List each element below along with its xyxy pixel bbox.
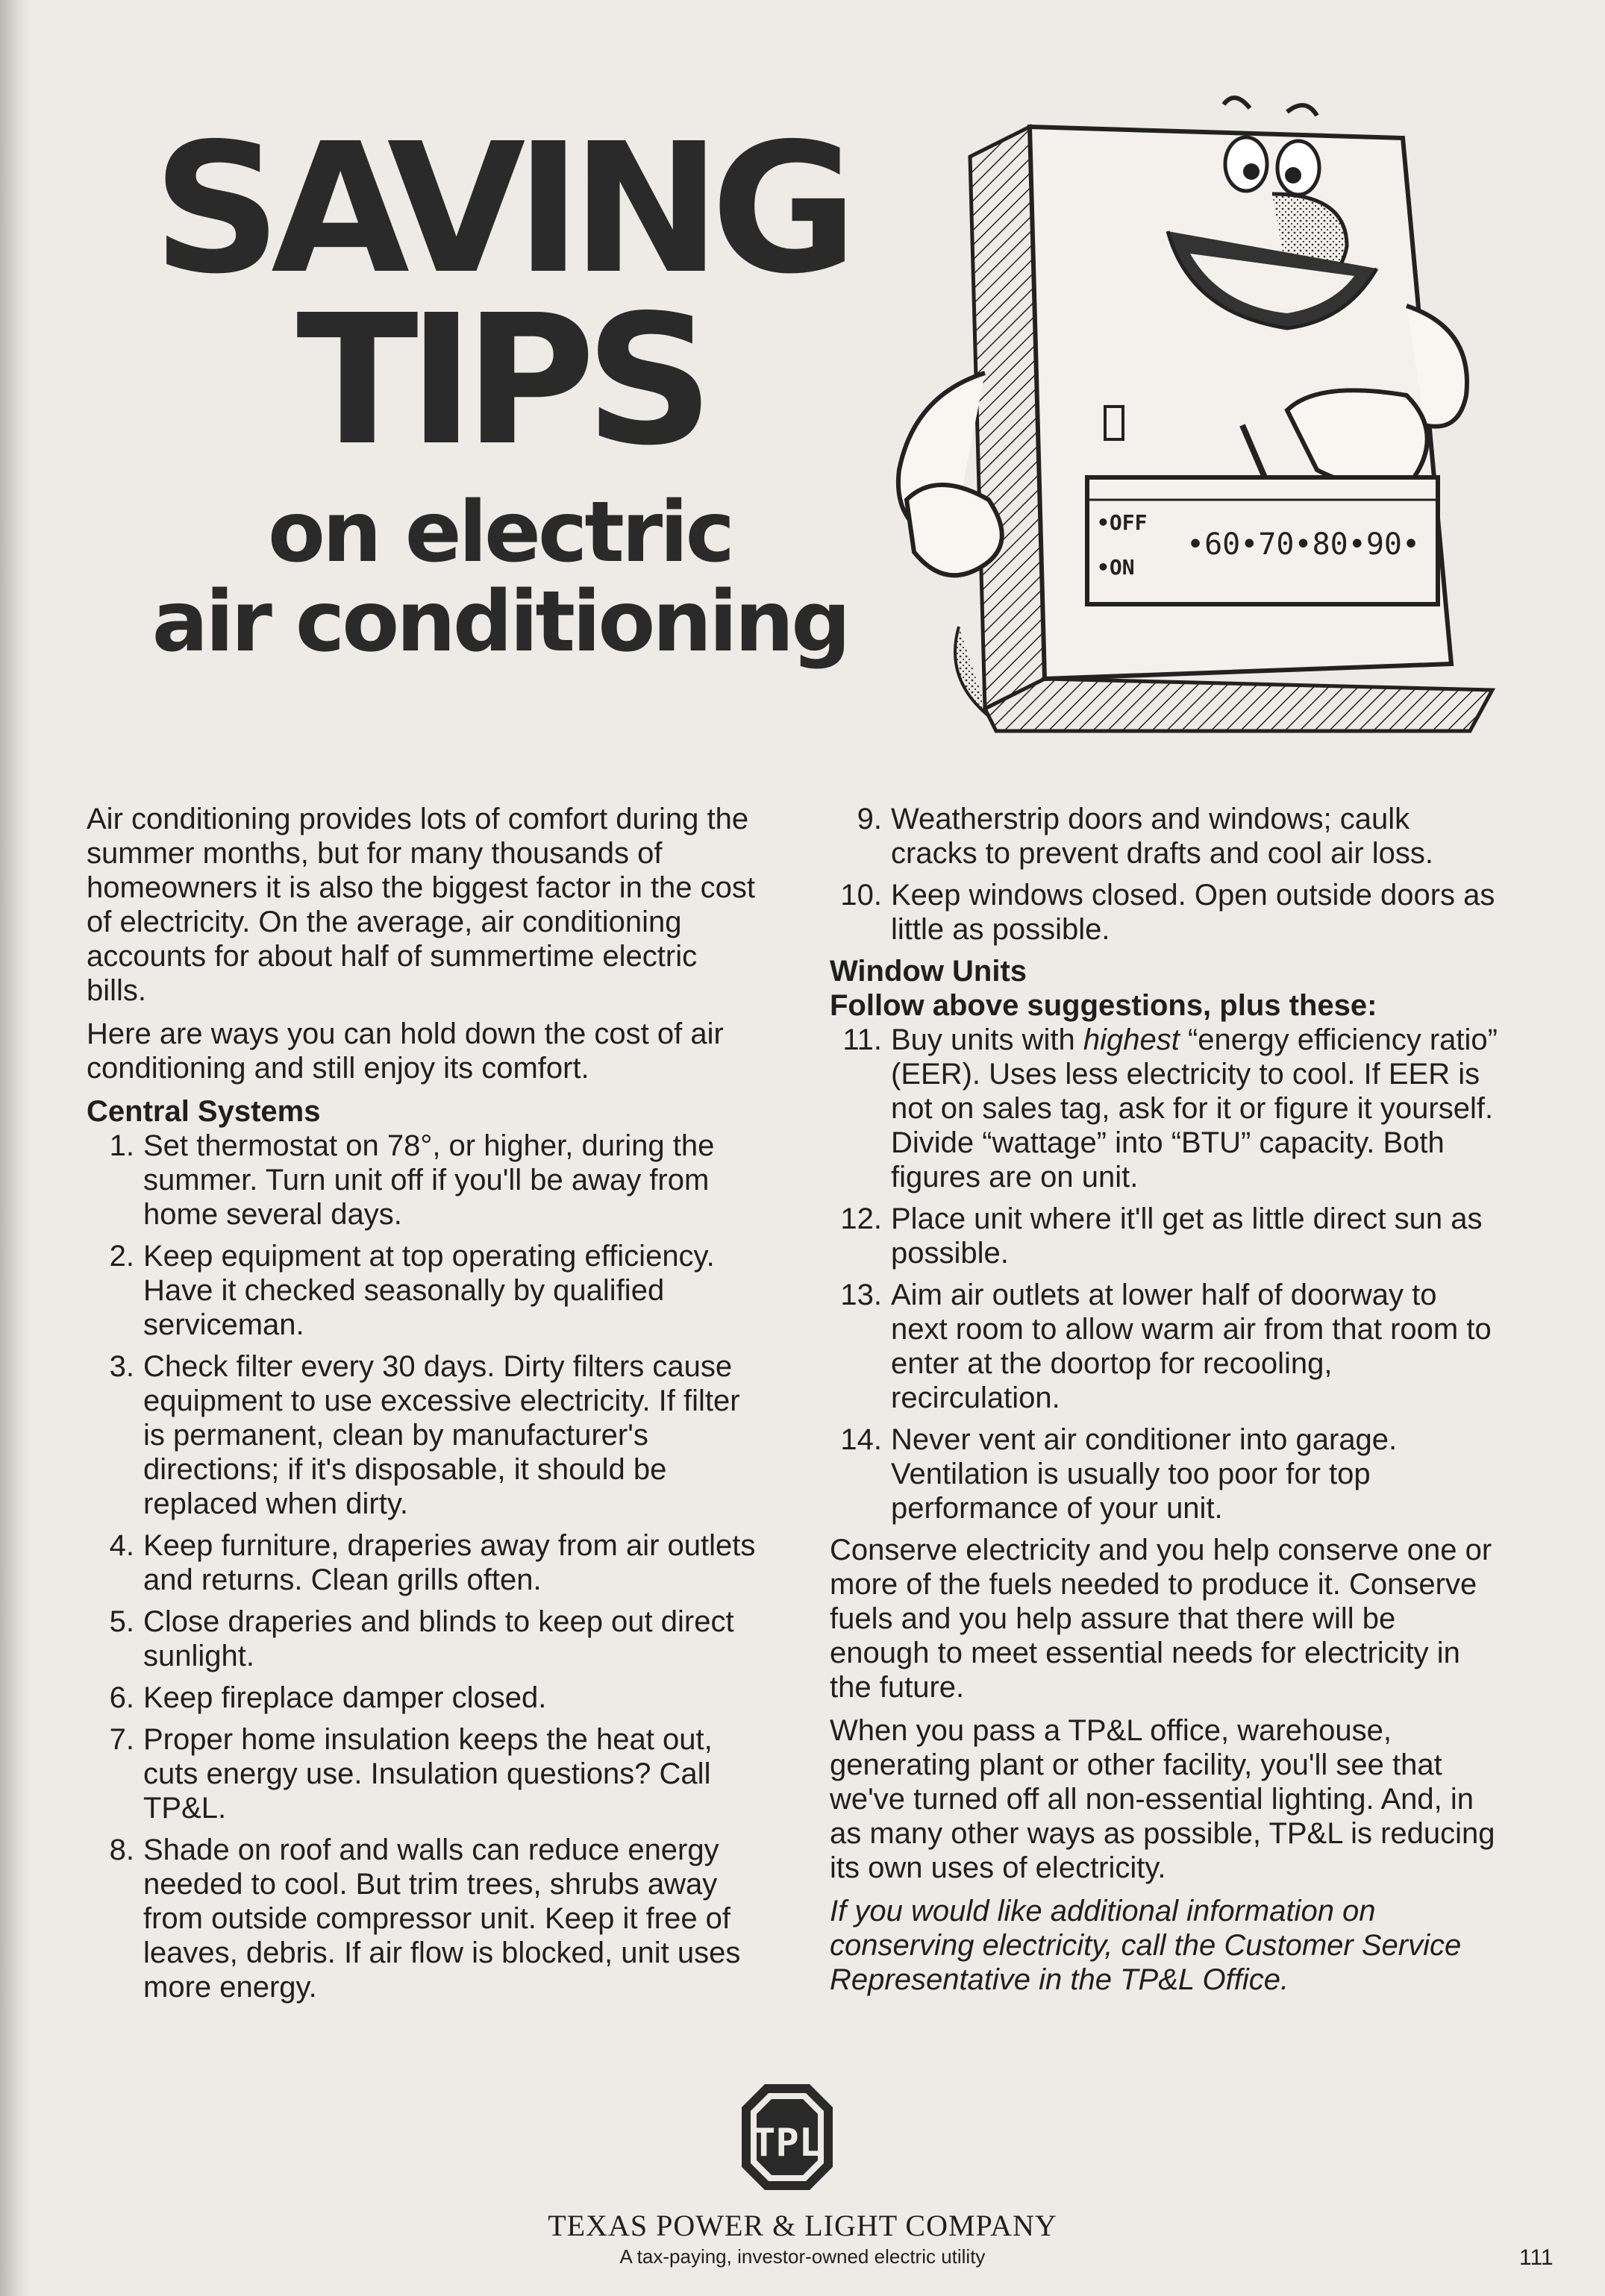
tip-number: 5. (109, 1605, 134, 1638)
tip-item (87, 1239, 758, 1342)
closing-paragraph: If you would like additional information on conserving electricity, call the Customer Service Representative in the TP&L Office. (830, 1895, 1462, 1996)
right-column (830, 802, 1501, 2006)
left-column (87, 802, 758, 2012)
intro-paragraph: Air conditioning provides lots of comfort during the summer months, but for many thousands of homeowners it is also the biggest factor in the cost of electricity. On the average, air conditioning accounts for about half of summertime electric bills. (87, 803, 756, 1007)
tip-text: Keep windows closed. Open outside doors as little as possible. (891, 879, 1495, 946)
headline (90, 104, 910, 671)
tip-item (87, 1129, 758, 1232)
tip-text-part: “energy efficiency ratio” (EER). Uses less electricity to cool. If EER is not on sales tag, ask for it or figure it yourself. Divide “wattage” into “BTU” capacity. Both figures are on unit. (891, 1023, 1498, 1194)
central-systems-tips-continued (830, 802, 1501, 947)
company-name: TEXAS POWER & LIGHT COMPANY (548, 2209, 1057, 2242)
thermostat-on-label: •ON (1097, 555, 1135, 580)
tip-item (87, 1681, 758, 1715)
tip-number: 4. (109, 1529, 134, 1562)
thermostat-off-label: •OFF (1097, 510, 1148, 535)
air-conditioner-cartoon-illustration (869, 82, 1511, 738)
headline-saving: SAVING (152, 104, 848, 313)
tip-number: 10. (840, 879, 882, 912)
tip-text: Proper home insulation keeps the heat out, cuts energy use. Insulation questions? Call TP&L. (143, 1723, 713, 1825)
tip-item (87, 1528, 758, 1597)
headline-tips: TIPS (296, 276, 704, 485)
tip-item (87, 1605, 758, 1673)
tip-text: Weatherstrip doors and windows; caulk cracks to prevent drafts and cool air loss. (891, 803, 1433, 870)
conserve-paragraph: Conserve electricity and you help conserve one or more of the fuels needed to produce it. Conserve fuels and you help assure that there will be enough to meet essential needs for electricity in the future. (830, 1534, 1492, 1704)
tip-item (830, 1202, 1501, 1270)
tip-item (87, 1833, 758, 2004)
tip-number: 2. (109, 1240, 134, 1273)
page-number: 111 (1519, 2245, 1554, 2270)
tip-item (830, 878, 1501, 947)
central-systems-heading: Central Systems (87, 1095, 321, 1128)
headline-air-conditioning: air conditioning (151, 574, 848, 671)
central-systems-tips (87, 1129, 758, 2004)
tpl-logo (739, 2081, 836, 2193)
tip-number: 1. (109, 1129, 134, 1162)
tip-number: 3. (109, 1350, 134, 1383)
tip-item (830, 1278, 1501, 1415)
window-units-subheading: Follow above suggestions, plus these: (830, 989, 1377, 1022)
tip-text (891, 1023, 1501, 1194)
company-tagline: A tax-paying, investor-owned electric utility (619, 2245, 986, 2268)
intro-paragraph-2: Here are ways you can hold down the cost of air conditioning and still enjoy its comfort. (87, 1017, 724, 1085)
window-units-tips (830, 1023, 1501, 1525)
tip-number: 11. (842, 1023, 882, 1056)
tip-text-part: Buy units with (891, 1023, 1083, 1056)
tip-number: 9. (857, 803, 882, 835)
tip-number: 14. (840, 1423, 882, 1456)
tip-text: Check filter every 30 days. Dirty filters cause equipment to use excessive electricity. If filter is permanent, clean by manufacturer's directions; if it's disposable, it should be replaced when dirty. (143, 1350, 740, 1520)
tip-number: 12. (840, 1202, 882, 1235)
tip-item (87, 1349, 758, 1521)
tip-text: Keep equipment at top operating efficiency. Have it checked seasonally by qualified serviceman. (143, 1240, 715, 1341)
logo-lettering: TPL (752, 2121, 822, 2165)
thermostat-scale: •60•70•80•90• (1186, 527, 1421, 562)
tip-text: Never vent air conditioner into garage. Ventilation is usually too poor for top performance of your unit. (891, 1423, 1398, 1525)
tip-number: 13. (840, 1279, 882, 1311)
tip-emphasis: highest (1083, 1023, 1180, 1056)
tip-number: 6. (109, 1681, 134, 1714)
tip-number: 7. (109, 1723, 134, 1756)
page-edge (0, 0, 30, 2296)
tip-item (830, 1423, 1501, 1525)
tip-text: Keep furniture, draperies away from air outlets and returns. Clean grills often. (143, 1529, 756, 1596)
tip-text: Keep fireplace damper closed. (143, 1681, 547, 1714)
tip-text: Set thermostat on 78°, or higher, during the summer. Turn unit off if you'll be away from home several days. (143, 1129, 715, 1231)
tip-item (87, 1722, 758, 1825)
tip-text: Place unit where it'll get as little direct sun as possible. (891, 1202, 1483, 1270)
tip-text: Close draperies and blinds to keep out direct sunlight. (143, 1605, 734, 1672)
headline-on-electric: on electric (268, 484, 732, 581)
tip-number: 8. (109, 1834, 134, 1866)
tpl-efforts-paragraph: When you pass a TP&L office, warehouse, generating plant or other facility, you'll see that we've turned off all non-essential lighting. And, in as many other ways as possible, TP&L is reducing its own uses of electricity. (830, 1714, 1495, 1884)
tip-item (830, 802, 1501, 871)
window-units-heading: Window Units (830, 955, 1027, 988)
tip-text: Aim air outlets at lower half of doorway to next room to allow warm air from that room to enter at the doortop for recooling, recirculation. (891, 1279, 1492, 1414)
tip-text: Shade on roof and walls can reduce energy needed to cool. But trim trees, shrubs away from outside compressor unit. Keep it free of leaves, debris. If air flow is blocked, unit uses more energy. (143, 1834, 741, 2004)
tip-item (830, 1023, 1501, 1194)
